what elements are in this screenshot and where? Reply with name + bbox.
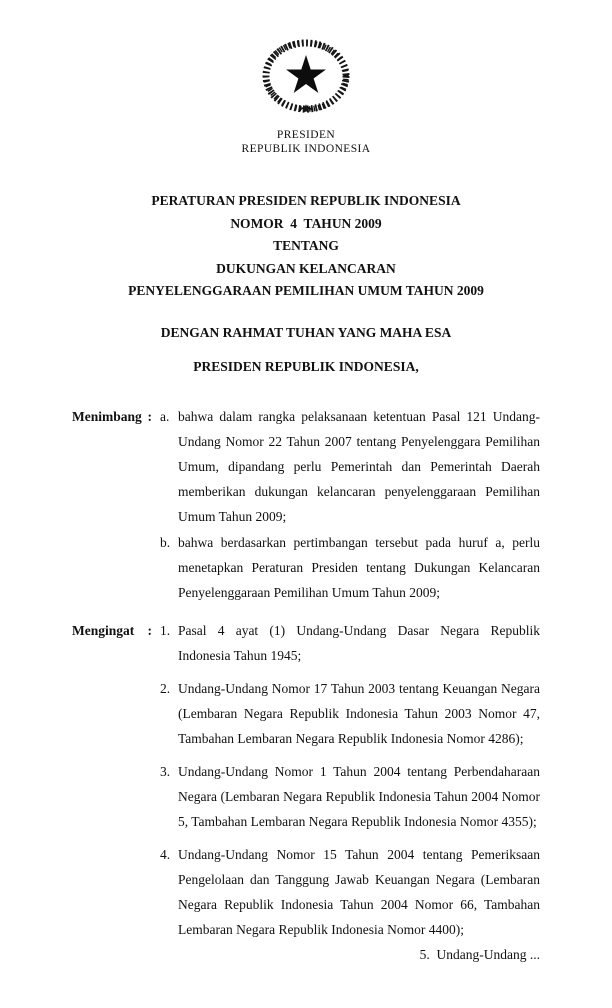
title-tentang: TENTANG [273, 238, 339, 253]
list-item [160, 842, 540, 942]
list-item [160, 618, 540, 668]
list-item-text: Undang-Undang Nomor 1 Tahun 2004 tentang Perbendaharaan Negara (Lembaran Negara Republik Indonesia Tahun 2004 Nomor 5, Tambahan Lembaran Negara Republik Indonesia Nomor 4355); [178, 763, 540, 829]
section-mengingat [72, 618, 540, 942]
title-regulation-type: PERATURAN PRESIDEN REPUBLIK INDONESIA [151, 193, 461, 208]
list-item-marker: 3. [160, 763, 171, 779]
title-number-year: NOMOR 4 TAHUN 2009 [230, 215, 382, 231]
list-item [160, 404, 540, 529]
list-item-marker: 4. [160, 846, 171, 862]
list-item-marker: 2. [160, 680, 171, 696]
enacting-authority-line: PRESIDEN REPUBLIK INDONESIA, [193, 358, 419, 374]
institution-line-presiden: PRESIDEN [276, 129, 336, 141]
title-subject-line2: PENYELENGGARAAN PEMILIHAN UMUM TAHUN 2009 [128, 283, 484, 298]
list-item-text: Undang-Undang Nomor 17 Tahun 2003 tentang Keuangan Negara (Lembaran Negara Republik Indonesia Tahun 2003 Nomor 47, Tambahan Lembaran Negara Republik Indonesia Nomor 4286); [178, 680, 540, 746]
section-label-mengingat [72, 618, 152, 643]
list-item [160, 676, 540, 751]
list-item-marker: a. [160, 408, 170, 424]
regulation-title-block [0, 190, 612, 303]
list-item-marker: b. [160, 534, 171, 550]
institution-name [0, 129, 612, 156]
title-subject-line1: DUKUNGAN KELANCARAN [216, 260, 396, 276]
list-item-text: bahwa berdasarkan pertimbangan tersebut pada huruf a, perlu menetapkan Peraturan Presiden tentang Dukungan Kelancaran Penyelenggaraan Pemilihan Umum Tahun 2009; [178, 534, 540, 600]
mengingat-items [160, 618, 540, 942]
list-item-text: Undang-Undang Nomor 15 Tahun 2004 tentang Pemeriksaan Pengelolaan dan Tanggung Jawab Keuangan Negara (Lembaran Negara Republik Indonesia Tahun 2004 Nomor 66, Tambahan Lembaran Negara Republik Indonesia Nomor 4400); [178, 846, 540, 937]
section-label-text: Mengingat [72, 622, 135, 638]
list-item [160, 759, 540, 834]
presidential-star-wreath-emblem [259, 36, 353, 118]
letterhead [0, 0, 612, 156]
menimbang-items [160, 404, 540, 605]
list-item [160, 530, 540, 605]
invocation-line: DENGAN RAHMAT TUHAN YANG MAHA ESA [160, 324, 452, 340]
section-menimbang [72, 404, 540, 605]
list-item-text: bahwa dalam rangka pelaksanaan ketentuan Pasal 121 Undang-Undang Nomor 22 Tahun 2007 tentang Penyelenggara Pemilihan Umum, dipandang perlu Pemerintah dan Pemerintah Daerah memberikan dukungan kelancaran penyelenggaraan Pemilihan Umum Tahun 2009; [178, 408, 540, 524]
section-label-colon: : [147, 408, 152, 424]
section-label-text: Menimbang [72, 408, 142, 424]
list-item-text: Pasal 4 ayat (1) Undang-Undang Dasar Negara Republik Indonesia Tahun 1945; [178, 622, 540, 663]
institution-line-republik-indonesia: REPUBLIK INDONESIA [241, 142, 371, 155]
section-label-menimbang [72, 404, 152, 429]
list-item-marker: 1. [160, 622, 171, 638]
page-catchword: 5. Undang-Undang ... [419, 946, 540, 962]
section-label-colon: : [147, 622, 152, 638]
preamble-body [0, 404, 612, 942]
